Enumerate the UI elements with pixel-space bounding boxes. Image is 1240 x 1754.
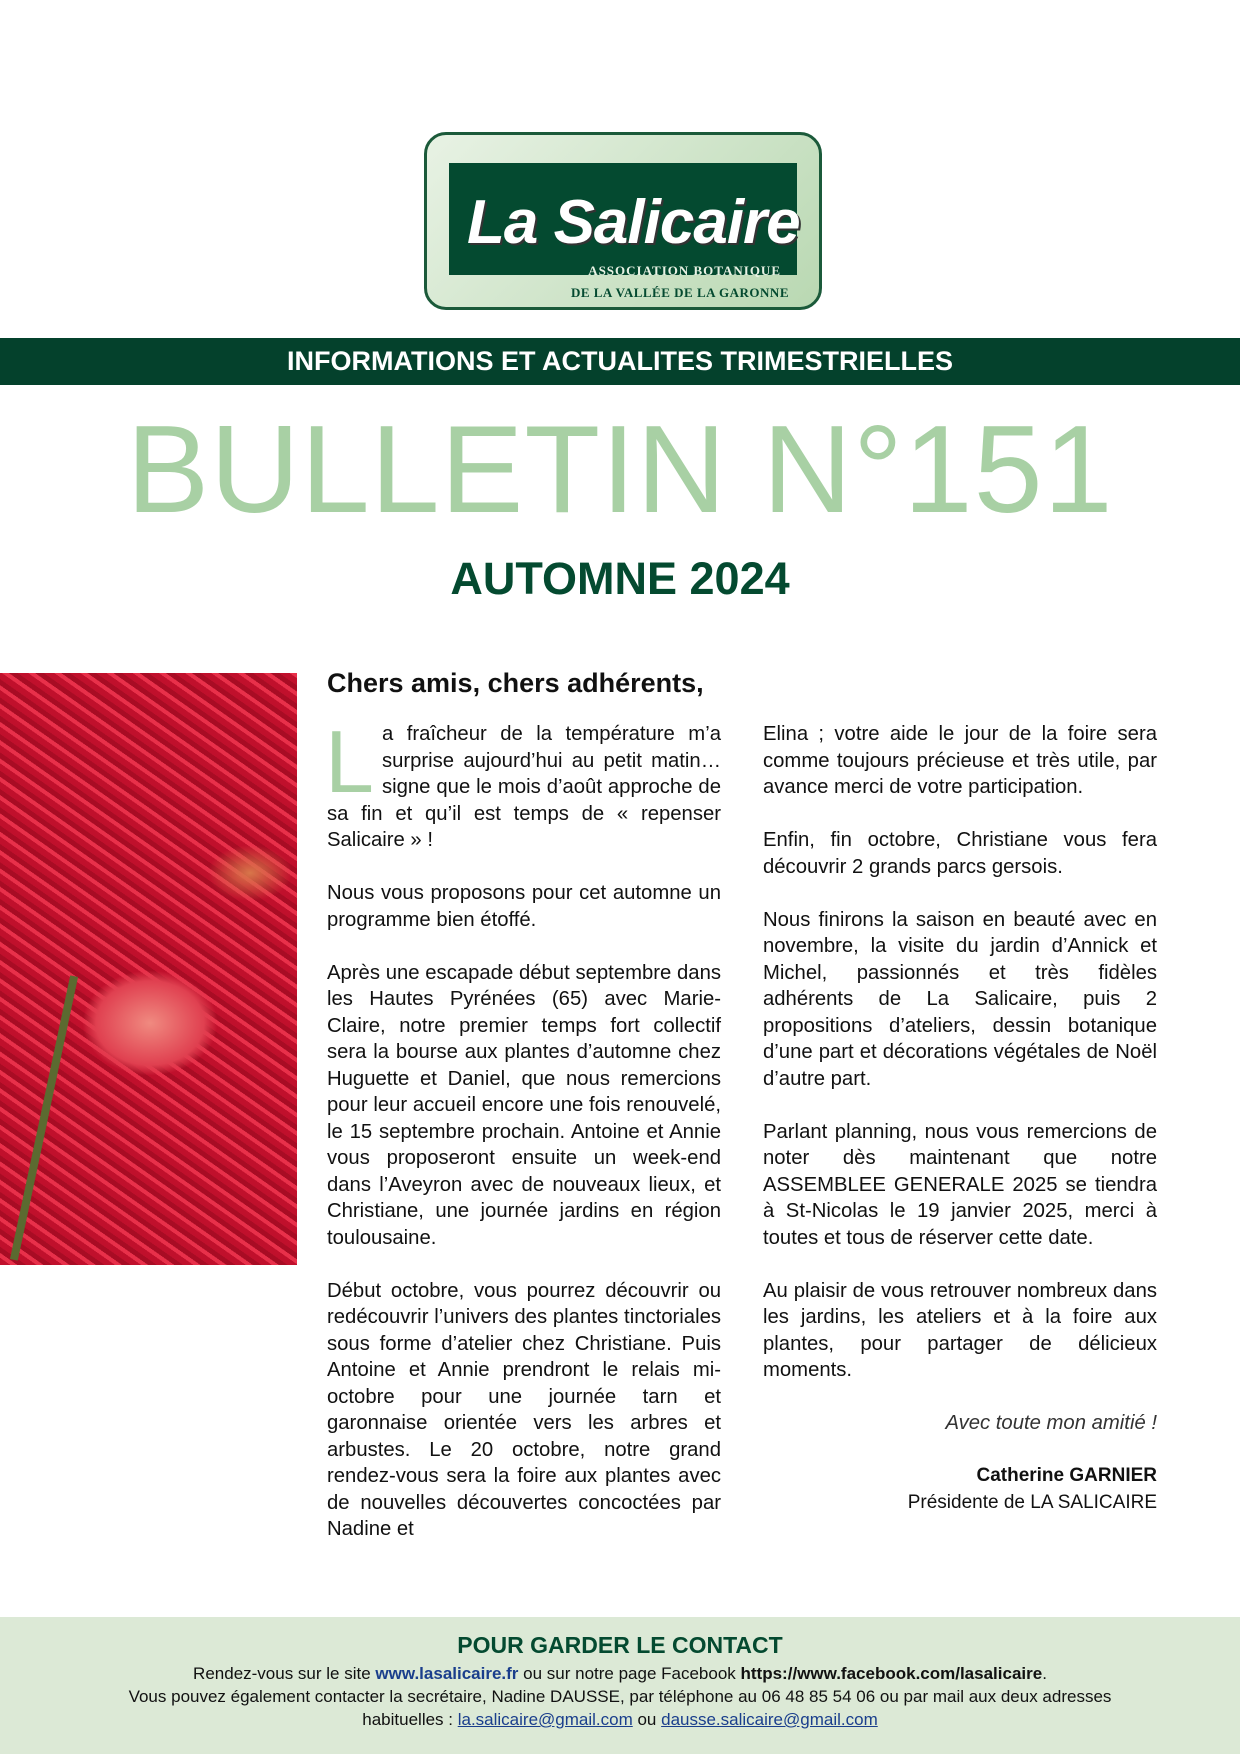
- contact-footer: POUR GARDER LE CONTACT Rendez-vous sur le site www.lasalicaire.fr ou sur notre page Facebook https://www.facebook.com/lasalicaire. Vous pouvez également contacter la secrétaire, Nadine DAUSSE, par téléphone au 06 48 85 54 06 ou par mail aux deux adresses habituelles : la.salicaire@gmail.com ou dausse.salicaire@gmail.com: [0, 1617, 1240, 1754]
- text-column-right: [763, 721, 1157, 1516]
- paragraph: Après une escapade début septembre dans les Hautes Pyrénées (65) avec Marie-Claire, notre premier temps fort collectif sera la bourse aux plantes d’automne chez Huguette et Daniel, que nous remercions pour leur accueil encore une fois renouvelé, le 15 septembre prochain. Antoine et Annie vous proposeront ensuite un week-end dans l’Aveyron avec de nouveaux lieux, et Christiane, une journée jardins en région toulousaine.: [327, 961, 721, 1249]
- paragraph: Nous finirons la saison en beauté avec en novembre, la visite du jardin d’Annick et Michel, passionnés et très fidèles adhérents de La Salicaire, puis 2 propositions d’ateliers, dessin botanique d’une part et décorations végétales de Noël d’autre part.: [763, 908, 1157, 1090]
- email-link-1[interactable]: la.salicaire@gmail.com: [457, 1710, 633, 1729]
- header-banner: INFORMATIONS ET ACTUALITES TRIMESTRIELLES: [0, 338, 1240, 385]
- facebook-link[interactable]: https://www.facebook.com/lasalicaire: [740, 1664, 1043, 1683]
- paragraph: Elina ; votre aide le jour de la foire sera comme toujours précieuse et très utile, par avance merci de votre participation.: [763, 723, 1157, 798]
- text-column-left: [325, 712, 721, 1569]
- logo-subtitle-2: DE LA VALLÉE DE LA GARONNE: [570, 285, 789, 300]
- autumn-leaves-photo: [0, 673, 297, 1265]
- paragraph: Au plaisir de vous retrouver nombreux dans les jardins, les ateliers et à la foire aux plantes, pour partager de délicieux moments.: [763, 1279, 1157, 1381]
- logo: [424, 132, 822, 310]
- season-subtitle: AUTOMNE 2024: [450, 553, 790, 604]
- closing: Avec toute mon amitié !: [945, 1412, 1157, 1434]
- paragraph: Nous vous proposons pour cet automne un programme bien étoffé.: [327, 882, 721, 931]
- paragraph: Début octobre, vous pourrez découvrir ou redécouvrir l’univers des plantes tinctoriales sous forme d’atelier chez Christiane. Puis Antoine et Annie prendront le relais mi-octobre pour une journée tarn et garonnaise orientée vers les arbres et arbustes. Le 20 octobre, notre grand rendez-vous sera la foire aux plantes avec de nouvelles découvertes concoctées par Nadine et: [327, 1279, 721, 1540]
- email-link-2[interactable]: dausse.salicaire@gmail.com: [661, 1710, 878, 1729]
- signature-role: Présidente de LA SALICAIRE: [907, 1491, 1157, 1513]
- signature-name: Catherine GARNIER: [976, 1465, 1157, 1486]
- logo-text: La Salicaire: [467, 188, 800, 257]
- footer-line-2: Vous pouvez également contacter la secrétaire, Nadine DAUSSE, par téléphone au 06 48 85 54 06 ou par mail aux deux adresses: [128, 1687, 1112, 1706]
- drop-cap: L: [325, 712, 374, 811]
- bulletin-title: BULLETIN N°151: [126, 401, 1114, 539]
- paragraph: Enfin, fin octobre, Christiane vous fera découvrir 2 grands parcs gersois.: [763, 829, 1157, 878]
- greeting-heading: Chers amis, chers adhérents,: [327, 668, 704, 698]
- footer-title: POUR GARDER LE CONTACT: [457, 1632, 783, 1658]
- site-link[interactable]: www.lasalicaire.fr: [375, 1664, 519, 1683]
- logo-subtitle-1: ASSOCIATION BOTANIQUE: [588, 263, 781, 278]
- paragraph: La fraîcheur de la température m’a surprise aujourd’hui au petit matin… signe que le mois d’août approche de sa fin et qu’il est temps de « repenser Salicaire » !: [325, 712, 721, 851]
- paragraph: Parlant planning, nous vous remercions de noter dès maintenant que notre ASSEMBLEE GENERALE 2025 se tiendra à St-Nicolas le 19 janvier 2025, merci à toutes et tous de réserver cette date.: [763, 1120, 1157, 1249]
